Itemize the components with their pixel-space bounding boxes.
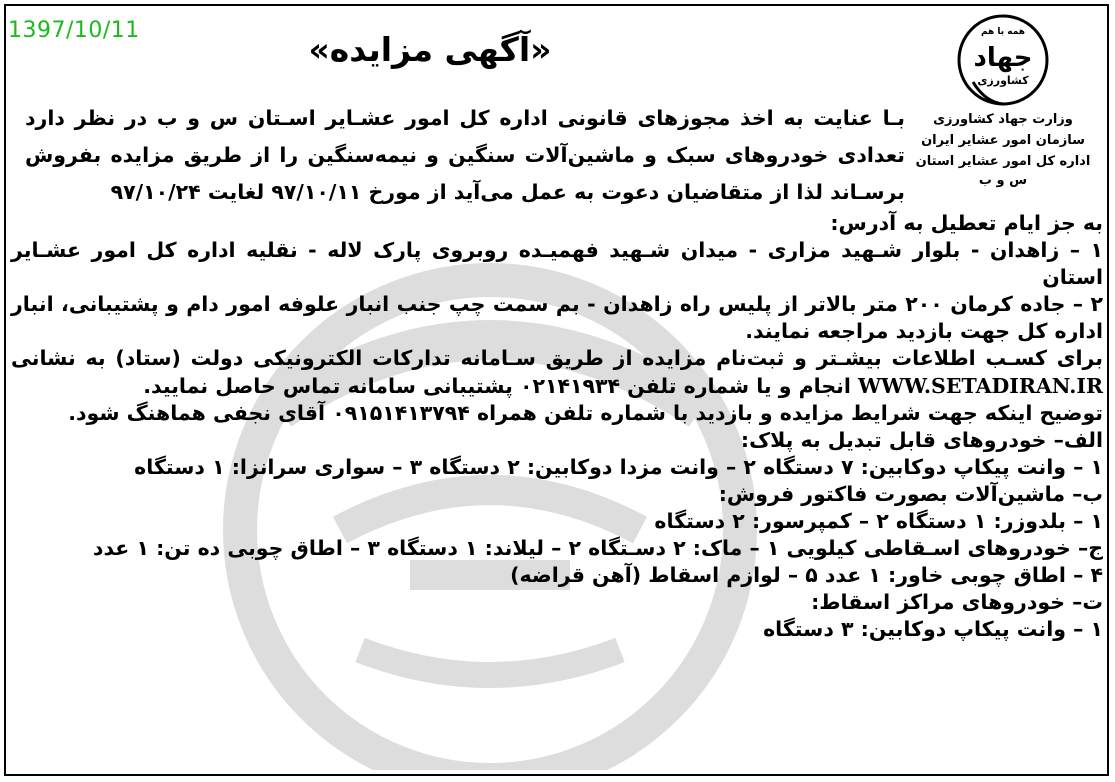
logo-top-text: همه با هم: [980, 27, 1026, 37]
ad-body: [11, 210, 1103, 644]
section-d-items: ۱ – وانت پیکاپ دوکابین: ۳ دستگاه: [763, 617, 1103, 642]
address-1: ۱ – زاهدان - بلوار شـهید مزاری - میدان شـهید فهمیـده روبروی پارک لاله - نقلیه اداره کل امور عشـایر استان: [11, 238, 1103, 290]
org-name-2: سازمان امور عشایر ایران: [921, 133, 1085, 148]
org-name-3: اداره کل امور عشایر استان س و ب: [915, 154, 1091, 188]
section-b-heading: ب– ماشین‌آلات بصورت فاکتور فروش:: [718, 481, 1103, 506]
org-name-1: وزارت جهاد کشاورزی: [933, 112, 1073, 127]
info-paragraph: [11, 345, 1103, 399]
section-c-line-2: ۴ – اطاق چوبی خاور: ۱ عدد ۵ – لوازم اسقاط (آهن قراضه): [510, 563, 1103, 588]
logo-main-text: جهاد: [973, 43, 1033, 73]
section-a-items: ۱ – وانت پیکاپ دوکابین: ۷ دستگاه ۲ – وانت مزدا دوکابین: ۲ دستگاه ۳ – سواری سرانزا: ۱ دستگاه: [134, 454, 1103, 479]
ministry-logo: [913, 12, 1093, 190]
section-b-items: ۱ – بلدوزر: ۱ دستگاه ۲ – کمپرسور: ۲ دستگاه: [654, 509, 1103, 534]
ad-title: «آگهی مزایده»: [308, 30, 552, 69]
jahad-emblem-icon: [955, 12, 1051, 108]
section-c-line-1: ج– خودروهای اسـقاطی کیلویی ۱ – ماک: ۲ دسـتگاه ۲ – لیلاند: ۱ دستگاه ۳ – اطاق چوبی ده تن: ۱ عدد: [92, 536, 1103, 561]
info-before: برای کسـب اطلاعات بیشـتر و ثبت‌نام مزایده از طریق سـامانه تدارکات الکترونیکی دولت (ستاد) به نشانی: [11, 346, 1103, 371]
address-2: ۲ – جاده کرمان ۲۰۰ متر بالاتر از پلیس راه زاهدان - بم سمت چپ جنب انبار علوفه امور دام و پشتیبانی، انبار اداره کل جهت بازدید مراجعه نمایند.: [11, 292, 1103, 344]
date-stamp: 1397/10/11: [8, 18, 140, 43]
section-d-heading: ت– خودروهای مراکز اسقاط:: [811, 590, 1103, 615]
website-link[interactable]: WWW.SETADIRAN.IR: [858, 373, 1103, 398]
info-after: انجام و یا شماره تلفن ۰۲۱۴۱۹۳۴ پشتیبانی سامانه تماس حاصل نمایید.: [143, 373, 851, 398]
logo-sub-text: کشاورزی: [977, 74, 1029, 87]
address-heading: به جز ایام تعطیل به آدرس:: [830, 211, 1103, 235]
intro-paragraph: بـا عنایت به اخذ مجوزهای قانونی اداره کل امور عشـایر اسـتان س و ب در نظر دارد تعدادی خودروهای سبک و ماشین‌آلات سنگین و نیمه‌سنگین را از طریق مزایده بفروش برسـاند لذا از متقاضیان دعوت به عمل می‌آید از مورخ ۹۷/۱۰/۱۱ لغایت ۹۷/۱۰/۲۴: [25, 106, 905, 204]
contact-line: توضیح اینکه جهت شرایط مزایده و بازدید با شماره تلفن همراه ۰۹۱۵۱۴۱۳۷۹۴ آقای نجفی هماهنگ شود.: [68, 400, 1103, 425]
section-a-heading: الف– خودروهای قابل تبدیل به پلاک:: [740, 427, 1103, 452]
